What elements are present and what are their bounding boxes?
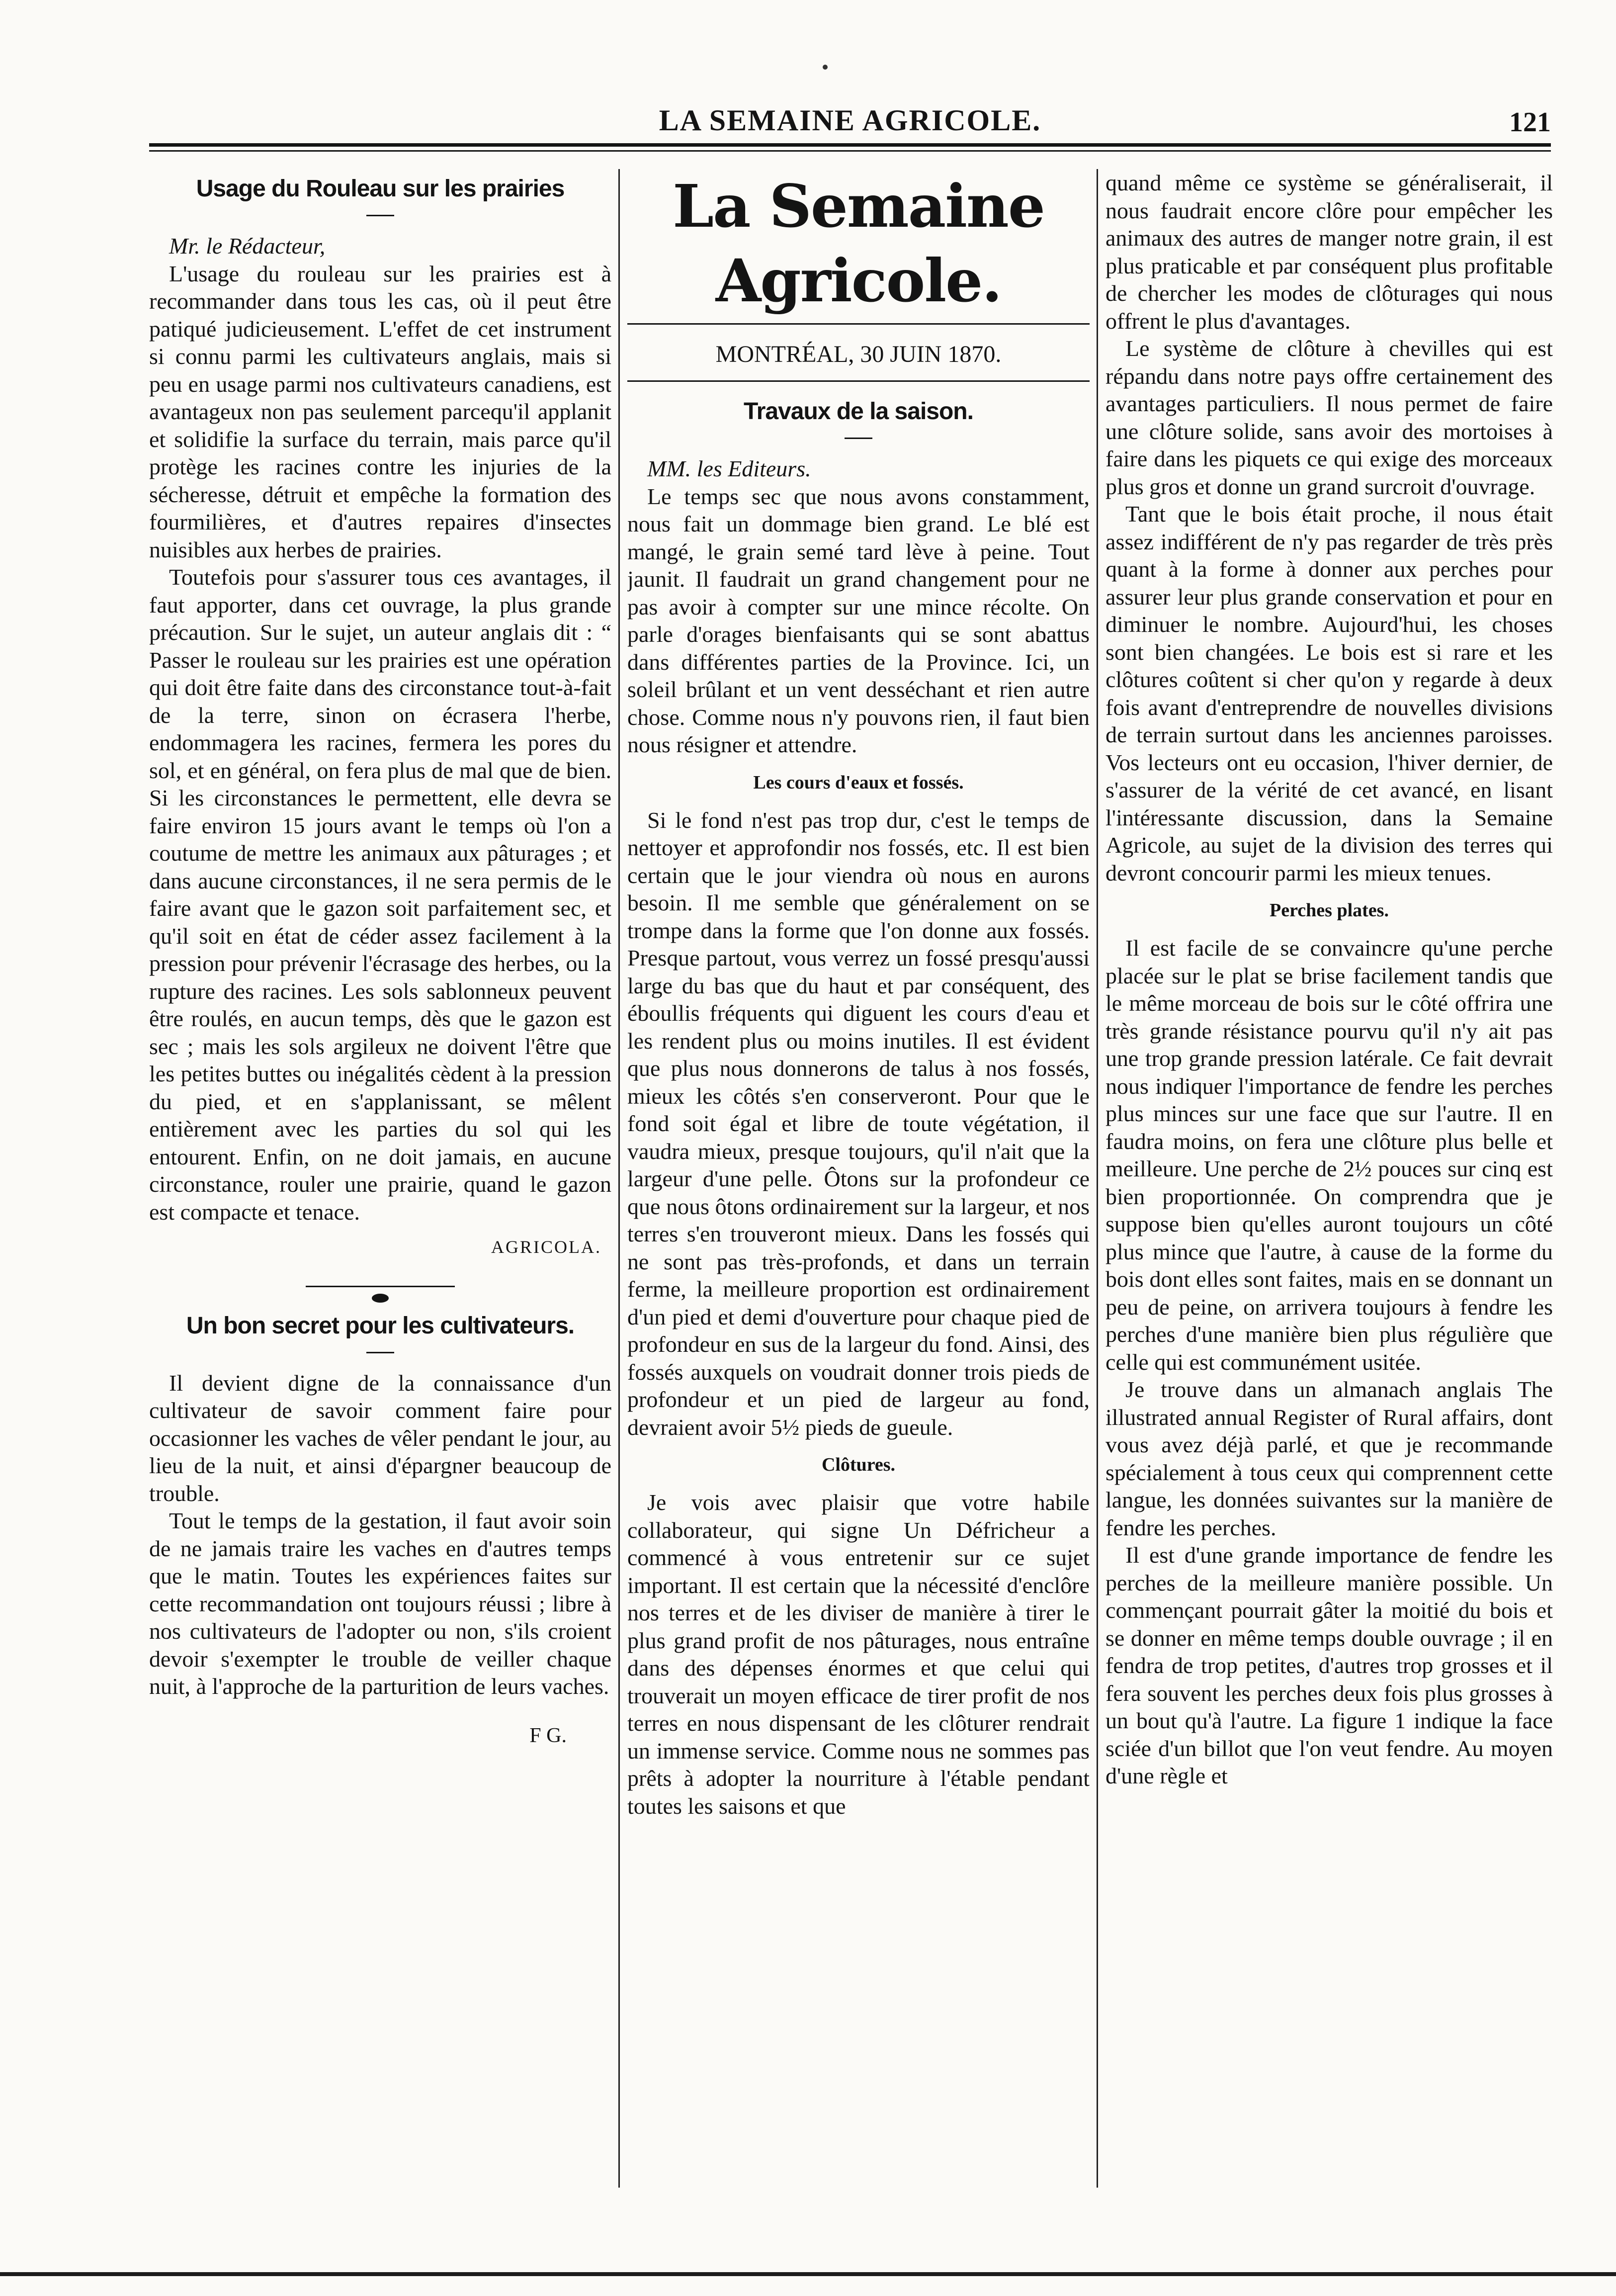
paragraph: Je vois avec plaisir que votre habile collaborateur, qui signe Un Défricheur a commencé à vous entretenir sur ce sujet important. Il est certain que la nécessité d'enclôre nos terres et de les diviser de manière à tirer le plus grand profit de nos pâturages, nous entraîne dans des dépenses énormes et que celui qui trouverait un moyen efficace de tirer profit de nos terres en nous dispensant de les clôturer rendrait un immense service. Comme nous ne sommes pas prêts à adopter la nourriture à l'étable pendant toutes les saisons et que xyxy=(627,1490,1090,1819)
paragraph: Le système de clôture à chevilles qui est répandu dans notre pays offre certainement des avantages particuliers. Il nous permet de faire une clôture solide, sans avoir des mortoises à faire dans les piquets ce qui exige des morceaux plus gros et donne un grand surcroit d'ouvrage. xyxy=(1106,336,1553,499)
signature: F G. xyxy=(529,1724,567,1747)
section-heading: Clôtures. xyxy=(821,1454,896,1475)
paragraph: Il est facile de se convaincre qu'une perche placée sur le plat se brise facilement tandis que le même morceau de bois sur le côté offrira une très grande résistance pourvu qu'il n'y ait pas une trop grande pression latérale. Ce fait devrait nous indiquer l'importance de fendre les perches plus minces sur une face que sur l'autre. Il en faudra moins, on fera une clôture plus belle et meilleure. Une perche de 2½ pouces sur cinq est bien proportionnée. On comprendra que je suppose bien qu'elles auront toujours un côté plus mince que l'autre, à cause de la forme du bois dont elles sont faites, mais en se donnant un peu de peine, on arrivera toujours à fendre les perches d'une manière bien plus régulière que celle qui est communément usitée. xyxy=(1106,935,1553,1375)
salutation: Mr. le Rédacteur, xyxy=(169,233,326,259)
masthead-rule xyxy=(627,323,1090,325)
paragraph: Tant que le bois était proche, il nous était assez indifférent de n'y pas regarder de très près quant à la forme à donner aux perches pour assurer leur plus grande conservation et pour en diminuer le nombre. Aujourd'hui, les choses sont bien changées. Le bois est si rare et les clôtures coûtent si cher qu'on y regarde à deux fois avant d'entreprendre de nouvelles divisions de terrain surtout dans les anciennes paroisses. Vos lecteurs ont eu occasion, l'hiver dernier, de s'assurer de la vérité de cet avancé, en lisant l'intéressante discussion, dans la Semaine Agricole, au sujet de la division des terres qui devront concourir parmi les mieux tenues. xyxy=(1106,501,1553,885)
paragraph: Il est d'une grande importance de fendre les perches de la meilleure manière possible. Un commençant pourrait gâter la moitié du bois et se donner en même temps double ouvrage ; il en fendra de trop petites, d'autres trop grosses et il fera souvent les perches deux fois plus grosses à un bout qu'à l'autre. La figure 1 indique la face sciée d'un billot que l'on veut fendre. Au moyen d'une règle et xyxy=(1106,1542,1553,1788)
article-title: Usage du Rouleau sur les prairies xyxy=(196,176,565,202)
column-3 xyxy=(1106,169,1553,2198)
running-header xyxy=(149,99,1551,149)
paragraph: Tout le temps de la gestation, il faut avoir soin de ne jamais traire les vaches en d'autres temps que le matin. Toutes les expériences faites sur cette recommandation ont toujours réussi ; libre à nos cultivateurs de l'adopter ou non, s'ils croient devoir s'exempter le trouble de veiller chaque nuit, à l'approche de la parturition de leurs vaches. xyxy=(149,1508,611,1699)
paragraph: Je trouve dans un almanach anglais The illustrated annual Register of Rural affairs, dont vous avez déjà parlé, et que je recommande spécialement à tous ceux qui comprennent cette langue, les données suivantes sur la manière de fendre les perches. xyxy=(1106,1377,1553,1540)
masthead: La Semaine Agricole. xyxy=(673,172,1044,315)
salutation: MM. les Editeurs. xyxy=(647,456,811,481)
column-2 xyxy=(627,169,1090,2198)
dateline-rule xyxy=(627,380,1090,382)
column-divider-2 xyxy=(1097,169,1098,2188)
article-title: Travaux de la saison. xyxy=(744,398,973,425)
header-rule-thin xyxy=(149,150,1551,152)
print-mark xyxy=(823,65,828,70)
paragraph: L'usage du rouleau sur les prairies est à recommander dans tous les cas, où il peut être patiqué judicieusement. L'effet de cet instrument si connu parmi les cultivateurs anglais, mais si peu en usage parmi nos cultivateurs canadiens, est avantageux non pas seulement parcequ'il applanit et solidifie la surface du terrain, mais parce qu'il protège les racines contre les injuries de la sécheresse, détruit et empêche la formation des fourmilières, et d'autres repaires d'insectes nuisibles aux herbes de prairies. xyxy=(149,261,611,562)
title-dash xyxy=(845,438,872,439)
paragraph: Il devient digne de la connaissance d'un cultivateur de savoir comment faire pour occasionner les vaches de vêler pendant le jour, au lieu de la nuit, et ainsi d'épargner beaucoup de trouble. xyxy=(149,1370,611,1506)
paragraph: quand même ce système se généraliserait, il nous faudrait encore clôre pour empêcher les animaux des autres de manger notre grain, il est plus praticable et par conséquent plus profitable de chercher les modes de clôturages qui nous offrent le plus d'avantages. xyxy=(1106,170,1553,334)
title-dash xyxy=(366,1352,394,1353)
paragraph: Si le fond n'est pas trop dur, c'est le temps de nettoyer et approfondir nos fossés, etc. Il est bien certain que le jour viendra où nous en aurons besoin. Il me semble que généralement on se trompe dans la forme que l'on donne aux fossés. Presque partout, vous verrez un fossé presqu'aussi large du bas que du haut et par conséquent, des éboullis fréquents qui diguent les cours d'eau et les rendent plus ou moins inutiles. Il est évident que plus nous donnerons de talus à nos fossés, mieux les côtés s'en conserveront. Pour que le fond soit égal et libre de toute végétation, il vaudra mieux, presque toujours, qu'il n'ait que la largeur d'une pelle. Ôtons sur la profondeur ce que nous ôtons ordinairement sur la largeur, et nos terres s'en trouveront mieux. Dans les fossés qui ne sont pas très-profonds, et dans un terrain ferme, la meilleure proportion est ordinairement d'un pied et demi d'ouverture pour chaque pied de profondeur en sus de la largeur du fond. Ainsi, des fossés auxquels on voudrait donner trois pieds de profondeur et un pied de largeur au fond, devraient avoir 5½ pieds de gueule. xyxy=(627,807,1090,1440)
ornament-divider xyxy=(306,1281,455,1291)
article-title: Un bon secret pour les cultivateurs. xyxy=(186,1312,575,1339)
column-1 xyxy=(149,169,611,2198)
section-heading: Les cours d'eaux et fossés. xyxy=(753,772,964,793)
paragraph: Toutefois pour s'assurer tous ces avantages, il faut apporter, dans cet ouvrage, la plus grande précaution. Sur le sujet, un auteur anglais dit : “ Passer le rouleau sur les prairies est une opération qui doit être faite dans des circonstance tout-à-fait de la terre, sinon on écrasera l'herbe, endommagera les racines, fermera les pores du sol, et en général, on fera plus de mal que de bien. Si les circonstances le permettent, elle devra se faire environ 15 jours avant le temps où l'on a coutume de mettre les animaux aux pâturages ; et dans aucune circonstances, il ne sera permis de le faire avant que le gazon soit parfaitement sec, et qu'il soit en état de céder assez facilement à la pression pour prévenir l'écrasage des herbes, ou la rupture des racines. Les sols sablonneux peuvent être roulés, en aucun temps, dès que le gazon est sec ; mais les sols argileux ne doivent l'être que les petites buttes ou inégalités cèdent à la pression du pied, et en s'applanissant, se mêlent entièrement avec les parties du sol qui les entourent. Enfin, on ne doit jamais, en aucune circonstance, rouler une prairie, quand le gazon est compacte et tenace. xyxy=(149,564,611,1225)
header-rule-thick xyxy=(149,143,1551,147)
header-title: LA SEMAINE AGRICOLE. xyxy=(659,104,1041,137)
signature: AGRICOLA. xyxy=(491,1237,601,1257)
bottom-edge xyxy=(0,2272,1616,2276)
page-number: 121 xyxy=(1509,107,1551,138)
section-heading: Perches plates. xyxy=(1270,900,1389,921)
title-dash xyxy=(366,215,394,216)
paragraph: Le temps sec que nous avons constamment, nous fait un dommage bien grand. Le blé est mangé, le grain semé tard lève à peine. Tout jaunit. Il faudrait un grand changement pour ne pas avoir à compter sur une mince récolte. On parle d'orages bienfaisants qui se sont abattus dans différentes parties de la Province. Ici, un soleil brûlant et un vent desséchant et rien autre chose. Comme nous n'y pouvons rien, il faut bien nous résigner et attendre. xyxy=(627,483,1090,757)
column-divider-1 xyxy=(618,169,620,2188)
dateline: MONTRÉAL, 30 JUIN 1870. xyxy=(715,341,1002,367)
